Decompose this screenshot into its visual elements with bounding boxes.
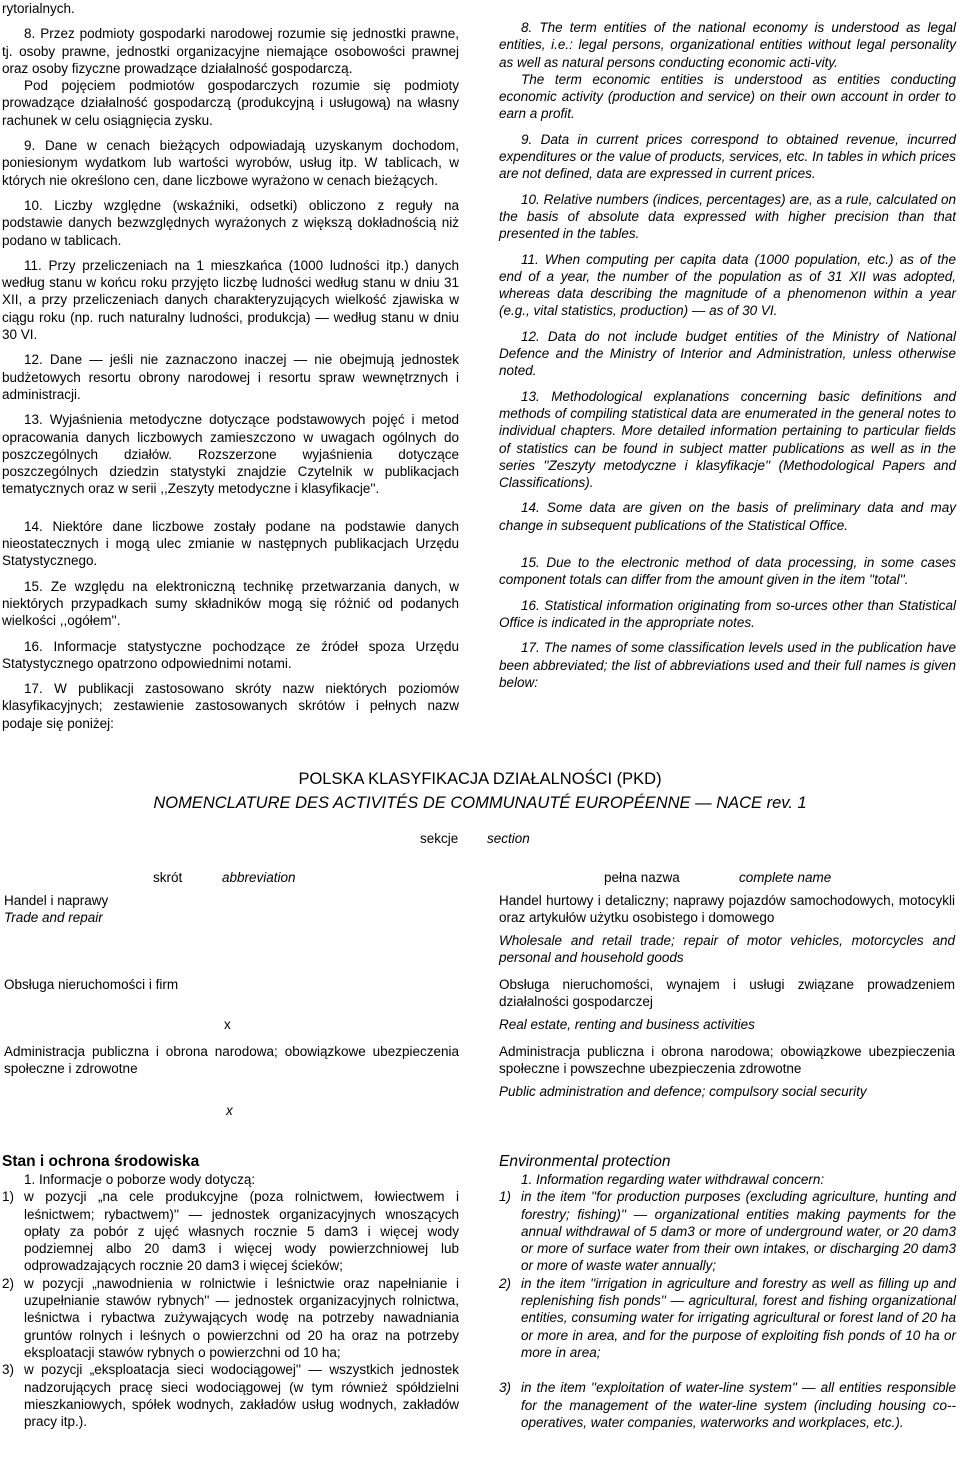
- env-item-3-pl: 3) w pozycji „eksploatacja sieci wodociągowej'' — wszystkich jednostek nadzorujących pracę sieci wodociągowej (w tym również spółdzielni mieszkaniowych, spółek wodnych, zakładów usług wodnych, zakładów pracy itp.).: [2, 1362, 459, 1430]
- env-item-1-en: 1) in the item ''for production purposes (excluding agriculture, hunting and forestry; fishing)'' — organizational entities making payments for the annual withdrawal of 5 dam3 or more of underground water, or 20 dam3 or more of surface water from their own intakes, or discharging 20 dam3 or more of waste water annually;: [499, 1189, 956, 1274]
- env-item-2-text: w pozycji „nawodnienia w rolnictwie i leśnictwie oraz napełnianie i uzupełnianie stawów rybnych'' — jednostek organizacyjnych rolnictwa, leśnictwa i rybactwa zużywających wodę na potrzeby nawadniania gruntów rolnych i leśnych o powierzchni od 20 ha oraz na potrzeby eksploatacji stawów rybnych o powierzchni od 10 ha;: [24, 1275, 459, 1360]
- note-16: 16. Informacje statystyczne pochodzące ze źródeł spoza Urzędu Statystycznego opatrzono odpowiednimi notami.: [2, 638, 459, 671]
- note-14: 14. Niektóre dane liczbowe zostały podane na podstawie danych nieostatecznych i mogą ulec zmianie w następnych publikacjach Urzędu Statystycznego.: [2, 518, 459, 569]
- row1-full-en: Wholesale and retail trade; repair of motor vehicles, motorcycles and personal and household goods: [499, 933, 955, 966]
- environment-section-pl: [2, 1153, 459, 1430]
- environment-section-en: [499, 1153, 956, 1431]
- env-item-2-pl: 2) w pozycji „nawodnienia w rolnictwie i leśnictwie oraz napełnianie i uzupełnianie stawów rybnych'' — jednostek organizacyjnych rolnictwa, leśnictwa i rybactwa zużywających wodę na potrzeby nawadniania gruntów rolnych i leśnych o powierzchni od 20 ha oraz na potrzeby eksploatacji stawów rybnych o powierzchni od 10 ha;: [2, 1275, 459, 1360]
- abbreviation-header: abbreviation: [222, 870, 296, 885]
- env-item-3-en: 3) in the item ''exploitation of water-line system'' — all entities responsible for the management of the water-line system (including housing co--operatives, water companies, waterworks and workplaces, etc.).: [499, 1380, 956, 1430]
- row1-abbr-pl: Handel i naprawy: [4, 893, 109, 908]
- sekcje-label: sekcje: [420, 831, 459, 846]
- row1-full-pl: Handel hurtowy i detaliczny; naprawy pojazdów samochodowych, motocykli oraz artykułów użytku osobistego i domowego: [499, 893, 955, 926]
- note-12: 12. Dane — jeśli nie zaznaczono inaczej — nie obejmują jednostek budżetowych resortu obrony narodowej i resortu spraw wewnętrznych i administracji.: [2, 352, 459, 402]
- note-8: 8. Przez podmioty gospodarki narodowej rozumie się jednostki prawne, tj. osoby prawne, jednostki organizacyjne niemające osobowości prawnej oraz osoby fizyczne prowadzące działalność gospodarczą.: [2, 26, 459, 76]
- skrot-header: skrót: [153, 870, 183, 885]
- note-8-en: 8. The term entities of the national economy is understood as legal entities, i.e.: legal persons, organizational entities without legal personality as well as natural persons conducting economic acti-vity.: [499, 20, 956, 70]
- env-item-1-text-en: in the item ''for production purposes (excluding agriculture, hunting and forestry; fishing)'' — organizational entities making payments for the annual withdrawal of 5 dam3 or more of underground water, or 20 dam3 or more of surface water from their own intakes, or discharging 20 dam3 or more of waste water annually;: [521, 1189, 956, 1274]
- note-9: 9. Dane w cenach bieżących odpowiadają uzyskanym dochodom, poniesionym wydatkom lub wartości wyrobów, usług itp. W tablicach, w których nie określono cen, dane liczbowe wyrażono w cenach bieżących.: [2, 138, 459, 188]
- row2-x: x: [224, 1017, 231, 1032]
- env-title-en: Environmental protection: [499, 1153, 671, 1170]
- row2-full-en: Real estate, renting and business activities: [499, 1017, 755, 1032]
- note-17: 17. W publikacji zastosowano skróty nazw niektórych poziomów klasyfikacyjnych; zestawienie zastosowanych skrótów i pełnych nazw podaje się poniżej:: [2, 681, 459, 731]
- env-intro-pl: 1. Informacje o poborze wody dotyczą:: [24, 1172, 256, 1187]
- note-15: 15. Ze względu na elektroniczną technikę przetwarzania danych, w niektórych przypadkach sumy składników mogą się różnić od podanych wielkości ,,ogółem''.: [2, 578, 459, 629]
- env-item-2-text-en: in the item ''irrigation in agriculture and forestry as well as filling up and replenishing fish ponds'' — agricultural, forest and fishing organizational entities, consuming water for irrigating agricultural or forest land of 20 ha or more in area, and for the purpose of exploiting fish ponds of 10 ha or more in area;: [521, 1275, 956, 1360]
- row3-full-pl: Administracja publiczna i obrona narodowa; obowiązkowe ubezpieczenia społeczne i powszechne ubezpieczenia zdrowotne: [499, 1044, 955, 1077]
- note-17-en: 17. The names of some classification levels used in the publication have been abbreviated; the list of abbreviations used and their full names is given below:: [499, 640, 956, 690]
- row1-abbr-en: Trade and repair: [4, 910, 103, 925]
- row2-abbr-pl: Obsługa nieruchomości i firm: [4, 977, 179, 992]
- continued-text: rytorialnych.: [2, 1, 75, 16]
- english-notes-column: [499, 19, 956, 691]
- env-title-pl: Stan i ochrona środowiska: [2, 1153, 200, 1170]
- env-item-3-text: w pozycji „eksploatacja sieci wodociągowej'' — wszystkich jednostek nadzorujących pracę sieci wodociągowej (w tym również spółdzielni mieszkaniowych, spółek wodnych, zakładów usług wodnych, zakładów pracy itp.).: [24, 1362, 459, 1430]
- env-item-3-text-en: in the item ''exploitation of water-line system'' — all entities responsible for the management of the water-line system (including housing co--operatives, water companies, waterworks and workplaces, etc.).: [521, 1380, 956, 1430]
- nace-title: NOMENCLATURE DES ACTIVITÉS DE COMMUNAUTÉ EUROPÉENNE — NACE rev. 1: [153, 794, 807, 812]
- row3-x: x: [226, 1103, 233, 1118]
- env-intro-en: 1. Information regarding water withdrawal concern:: [521, 1172, 825, 1187]
- note-11: 11. Przy przeliczeniach na 1 mieszkańca (1000 ludności itp.) danych według stanu w końcu roku przyjęto liczbę ludności według stanu w dniu 31 XII, a przy przeliczeniach danych charakteryzujących wielkość zjawiska w ciągu roku (np. ruch naturalny ludności, produkcja) — według stanu w dniu 30 VI.: [2, 257, 459, 343]
- note-8b: Pod pojęciem podmiotów gospodarczych rozumie się podmioty prowadzące działalność gospodarczą (produkcyjną i usługową) na własny rachunek w celu osiągnięcia zysku.: [2, 78, 459, 128]
- section-label: section: [487, 831, 530, 846]
- note-16-en: 16. Statistical information originating from so-urces other than Statistical Office is indicated in the appropriate notes.: [499, 597, 956, 630]
- note-13-en: 13. Methodological explanations concerning basic definitions and methods of compiling statistical data are enumerated in the general notes to individual chapters. More detailed information pertaining to particular fields of statistics can be found in subject matter publications as well as in the series ''Zeszyty metodyczne i klasyfikacje'' (Methodological Papers and Classifications).: [499, 388, 956, 491]
- pelna-nazwa-header: pełna nazwa: [604, 870, 680, 885]
- row3-full-en: Public administration and defence; compulsory social security: [499, 1084, 867, 1099]
- note-12-en: 12. Data do not include budget entities of the Ministry of National Defence and the Ministry of Interior and Administration, unless otherwise noted.: [499, 328, 956, 379]
- env-item-2-en: 2) in the item ''irrigation in agriculture and forestry as well as filling up and replenishing fish ponds'' — agricultural, forest and fishing organizational entities, consuming water for irrigating agricultural or forest land of 20 ha or more in area, and for the purpose of exploiting fish ponds of 10 ha or more in area;: [499, 1275, 956, 1360]
- note-14-en: 14. Some data are given on the basis of preliminary data and may change in subsequent publications of the Statistical Office.: [499, 500, 956, 533]
- complete-name-header: complete name: [739, 870, 832, 885]
- env-item-1-pl: 1) w pozycji „na cele produkcyjne (poza rolnictwem, łowiectwem i leśnictwem; rybactwem)'' — jednostek organizacyjnych wnoszących opłaty za pobór z ujęć własnych rocznie 5 dam3 i więcej wody podziemnej albo 20 dam3 i więcej wody powierzchniowej lub odprowadzających rocznie 20 dam3 i więcej ścieków;: [2, 1189, 459, 1274]
- note-11-en: 11. When computing per capita data (1000 population, etc.) as of the end of a year, the number of the population as of 31 XII was adopted, whereas data describing the magnitude of a phenomenon within a year (e.g., vital statistics, production) — as of 30 VI.: [499, 251, 956, 319]
- note-10-en: 10. Relative numbers (indices, percentages) are, as a rule, calculated on the basis of absolute data expressed with higher precision than that presented in the tables.: [499, 191, 956, 242]
- row2-full-pl: Obsługa nieruchomości, wynajem i usługi związane prowadzeniem działalności gospodarczej: [499, 977, 955, 1010]
- note-9-en: 9. Data in current prices correspond to obtained revenue, incurred expenditures or the value of products, services, etc. In tables in which prices are not defined, data are expressed in current prices.: [499, 131, 956, 182]
- polish-notes-column: [2, 0, 459, 732]
- env-item-1-text: w pozycji „na cele produkcyjne (poza rolnictwem, łowiectwem i leśnictwem; rybactwem)'' — jednostek organizacyjnych wnoszących opłaty za pobór z ujęć własnych rocznie 5 dam3 i więcej wody podziemnej albo 20 dam3 i więcej wody powierzchniowej lub odprowadzających rocznie 20 dam3 i więcej ścieków;: [24, 1189, 459, 1274]
- note-8b-en: The term economic entities is understood as entities conducting economic activity (production and service) on their own account in order to earn a profit.: [499, 71, 956, 122]
- note-15-en: 15. Due to the electronic method of data processing, in some cases component totals can differ from the amount given in the item ''total''.: [499, 555, 956, 588]
- pkd-title: POLSKA KLASYFIKACJA DZIAŁALNOŚCI (PKD): [298, 770, 662, 788]
- note-10: 10. Liczby względne (wskaźniki, odsetki) obliczono z reguły na podstawie danych bezwzględnych wyrażonych z większą dokładnością niż podano w tablicach.: [2, 197, 459, 248]
- row3-abbr-pl: Administracja publiczna i obrona narodowa; obowiązkowe ubezpieczenia społeczne i zdrowotne: [4, 1044, 459, 1077]
- note-13: 13. Wyjaśnienia metodyczne dotyczące podstawowych pojęć i metod opracowania danych liczbowych zamieszczono w uwagach ogólnych do poszczególnych działów. Rozszerzone wyjaśnienia dotyczące poszczególnych dziedzin statystyki znajdzie Czytelnik w publikacjach tematycznych oraz w serii ,,Zeszyty metodyczne i klasyfikacje''.: [2, 412, 459, 497]
